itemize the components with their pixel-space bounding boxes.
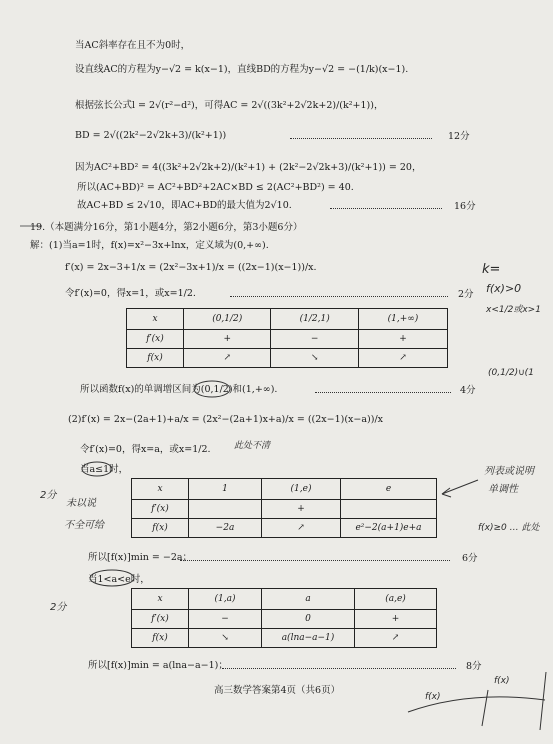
score-label: 8分 bbox=[466, 661, 482, 672]
text-line: 所以[f(x)]min = a(lna−a−1)； bbox=[88, 660, 228, 671]
text-line: 当1<a<e时， bbox=[88, 574, 150, 585]
sketch-curve bbox=[408, 697, 545, 712]
text-line: BD = 2√((2k²−2√2k+3)/(k²+1)) bbox=[75, 130, 227, 141]
table-cell: x bbox=[127, 309, 184, 330]
table-cell: ↗ bbox=[358, 349, 447, 368]
score-label: 6分 bbox=[462, 553, 478, 564]
table-cell: + bbox=[355, 610, 437, 629]
table-cell: (1,+∞) bbox=[358, 309, 447, 330]
table-cell: − bbox=[271, 330, 358, 349]
table-cell: − bbox=[189, 610, 262, 629]
text-line: 故AC+BD ≤ 2√10，即AC+BD的最大值为2√10. bbox=[77, 200, 292, 211]
handwritten-note: f(x) bbox=[425, 692, 441, 702]
handwritten-note: k= bbox=[482, 262, 501, 277]
text-line: 因为AC²+BD² = 4((3k²+2√2k+2)/(k²+1) + (2k²−2√2k+3)/(k²+1)) = 20， bbox=[75, 162, 422, 173]
page-footer: 高三数学答案第4页（共6页） bbox=[214, 685, 341, 696]
table-cell: x bbox=[132, 479, 189, 500]
text-line: 当AC斜率存在且不为0时， bbox=[75, 40, 191, 51]
table-cell: f(x) bbox=[132, 629, 189, 648]
score-label: 4分 bbox=[460, 385, 476, 396]
text-line: 令f′(x)=0，得x=1，或x=1/2. bbox=[65, 288, 196, 299]
table-cell: f′(x) bbox=[132, 500, 189, 519]
handwritten-note: x<1/2或x>1 bbox=[486, 305, 541, 315]
table-cell: (0,1/2) bbox=[184, 309, 271, 330]
table-cell: ↗ bbox=[184, 349, 271, 368]
table-cell: 0 bbox=[262, 610, 355, 629]
table-cell: f′(x) bbox=[132, 610, 189, 629]
table-cell: ↗ bbox=[262, 519, 341, 538]
handwritten-note: 2分 bbox=[50, 602, 67, 613]
handwritten-note: f(x) bbox=[494, 676, 510, 686]
table-cell: a(lna−a−1) bbox=[262, 629, 355, 648]
text-line: 所以[f(x)]min = −2a； bbox=[88, 552, 193, 563]
table-cell: e²−2(a+1)e+a bbox=[341, 519, 437, 538]
text-line: 解：(1)当a=1时，f(x)=x²−3x+lnx，定义域为(0,+∞). bbox=[30, 240, 269, 251]
handwritten-note: 2分 bbox=[40, 490, 57, 501]
circle-mark bbox=[194, 381, 230, 397]
table-cell: e bbox=[341, 479, 437, 500]
circle-mark bbox=[90, 570, 134, 586]
handwritten-note: 不全可给 bbox=[64, 520, 104, 531]
handwritten-note: f(x)≥0 … 此处 bbox=[478, 523, 540, 533]
text-line: 根据弦长公式l = 2√(r²−d²)，可得AC = 2√((3k²+2√2k+2)/(k²+1))， bbox=[75, 100, 384, 111]
handwritten-note: f(x)>0 bbox=[486, 282, 522, 295]
problem-header: 19.（本题满分16分，第1小题4分，第2小题6分，第3小题6分） bbox=[30, 222, 303, 233]
table-cell: + bbox=[184, 330, 271, 349]
arrow-mark bbox=[442, 480, 478, 494]
table-cell: f(x) bbox=[127, 349, 184, 368]
text-line: 设直线AC的方程为y−√2 = k(x−1)，直线BD的方程为y−√2 = −(1/k)(x−1). bbox=[75, 64, 409, 75]
table-cell: ↗ bbox=[355, 629, 437, 648]
text-line: (2)f′(x) = 2x−(2a+1)+a/x = (2x²−(2a+1)x+a)/x = ((2x−1)(x−a))/x bbox=[68, 414, 383, 425]
table-cell: + bbox=[262, 500, 341, 519]
table-cell: (1,e) bbox=[262, 479, 341, 500]
table-cell: −2a bbox=[189, 519, 262, 538]
table-cell: x bbox=[132, 589, 189, 610]
handwritten-note: 此处不清 bbox=[234, 441, 271, 451]
handwritten-note: 列表或说明 bbox=[484, 466, 534, 477]
table-cell: f′(x) bbox=[127, 330, 184, 349]
table-cell: f(x) bbox=[132, 519, 189, 538]
text-line: 所以(AC+BD)² = AC²+BD²+2AC×BD ≤ 2(AC²+BD²) = 40. bbox=[77, 182, 354, 193]
text-line: 所以函数f(x)的单调增区间为(0,1/2)和(1,+∞). bbox=[80, 384, 278, 395]
text-line: 当a≤1时， bbox=[80, 464, 129, 475]
text-line: 令f′(x)=0，得x=a，或x=1/2. bbox=[80, 444, 211, 455]
score-label: 12分 bbox=[448, 131, 470, 142]
table-cell: ↘ bbox=[271, 349, 358, 368]
table-cell: (1,a) bbox=[189, 589, 262, 610]
handwritten-note: 单调性 bbox=[488, 484, 518, 495]
table-cell: (1/2,1) bbox=[271, 309, 358, 330]
text-line: f′(x) = 2x−3+1/x = (2x²−3x+1)/x = ((2x−1)(x−1))/x. bbox=[65, 262, 317, 273]
sketch-line bbox=[540, 672, 546, 730]
circle-mark bbox=[82, 462, 112, 476]
handwritten-note: 未以说 bbox=[66, 498, 96, 509]
table-cell: 1 bbox=[189, 479, 262, 500]
score-label: 16分 bbox=[454, 201, 476, 212]
table-cell: (a,e) bbox=[355, 589, 437, 610]
table-cell: ↘ bbox=[189, 629, 262, 648]
table-cell: a bbox=[262, 589, 355, 610]
score-label: 2分 bbox=[458, 289, 474, 300]
table-cell: + bbox=[358, 330, 447, 349]
sketch-line bbox=[482, 690, 488, 726]
handwritten-note: (0,1/2)∪(1 bbox=[488, 368, 534, 378]
